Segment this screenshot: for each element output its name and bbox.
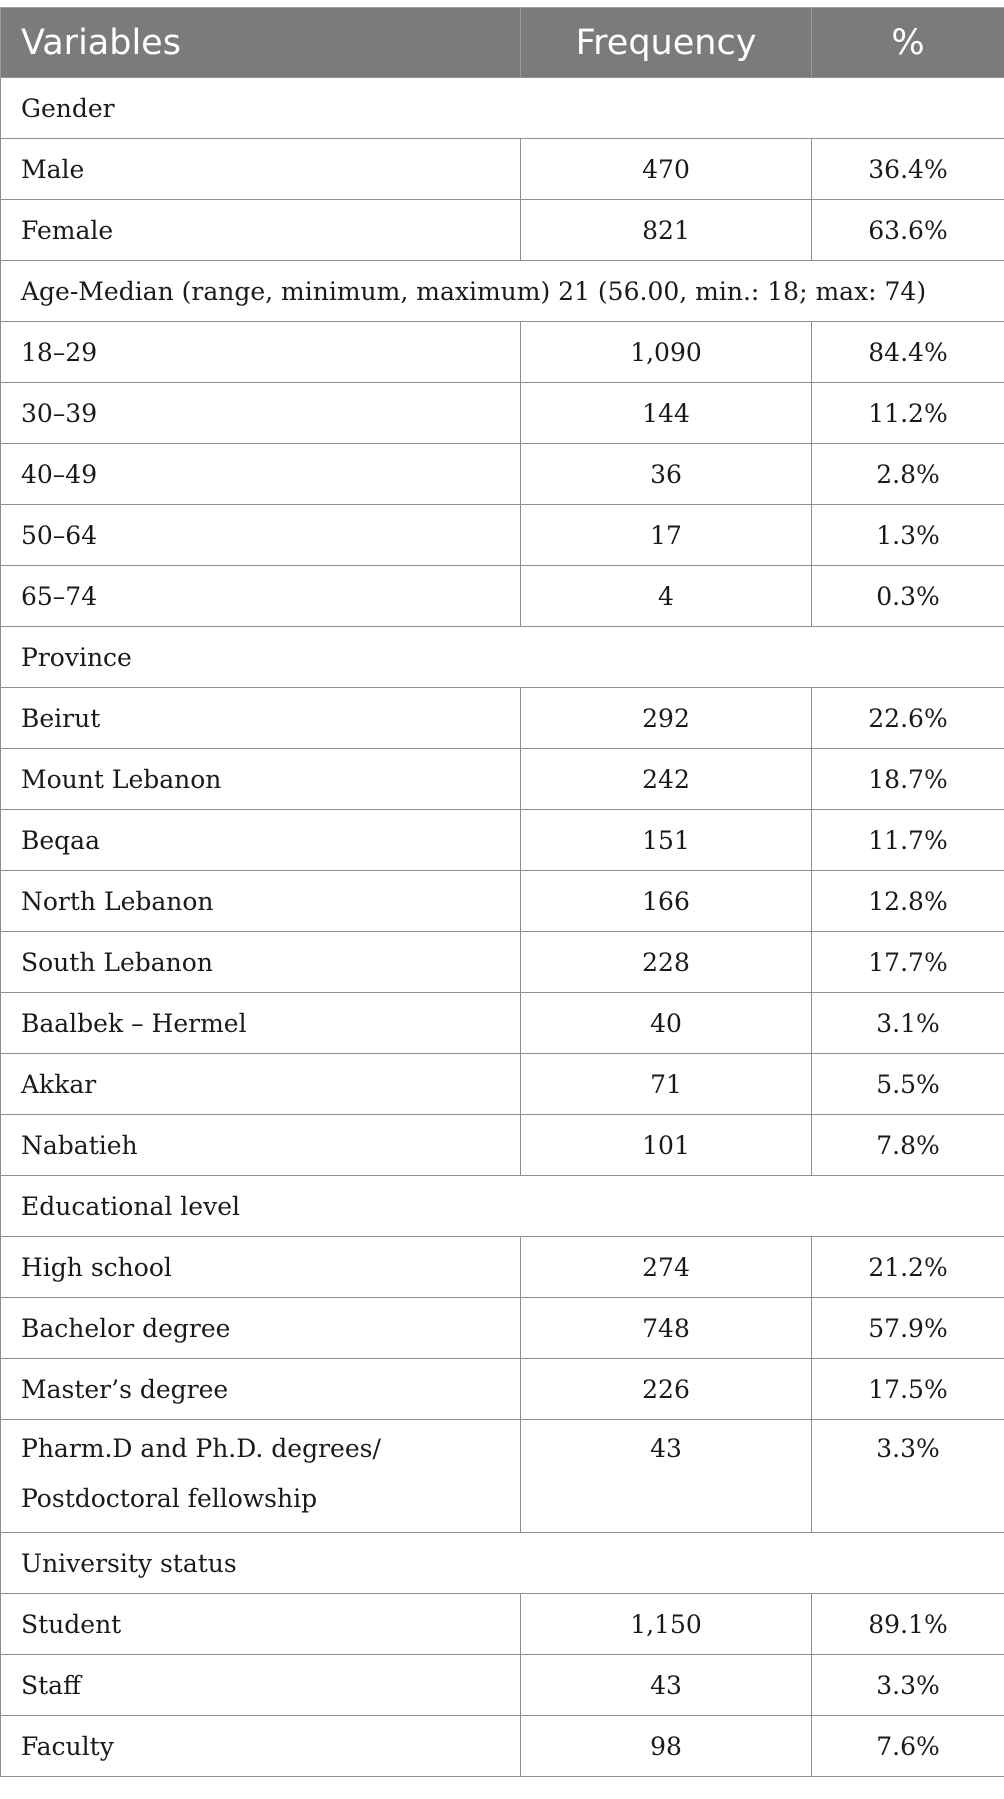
row-label [1, 1420, 521, 1533]
demographics-table [0, 7, 1004, 1777]
row-frequency: 43 [521, 1655, 812, 1716]
table-row [1, 1054, 1004, 1115]
section-row [1, 78, 1004, 139]
row-label: Male [1, 139, 521, 200]
section-row [1, 261, 1004, 322]
row-label: Mount Lebanon [1, 749, 521, 810]
table-header [1, 8, 1004, 78]
row-percent: 84.4% [812, 322, 1004, 383]
row-label: South Lebanon [1, 932, 521, 993]
table-row [1, 810, 1004, 871]
section-row [1, 1533, 1004, 1594]
table-row [1, 1655, 1004, 1716]
row-frequency: 144 [521, 383, 812, 444]
row-label: 65–74 [1, 566, 521, 627]
table-row [1, 505, 1004, 566]
row-percent: 3.3% [812, 1655, 1004, 1716]
header-percent: % [812, 8, 1004, 78]
row-percent: 3.3% [812, 1420, 1004, 1533]
row-percent: 11.7% [812, 810, 1004, 871]
table-row [1, 1420, 1004, 1533]
section-row [1, 627, 1004, 688]
row-percent: 36.4% [812, 139, 1004, 200]
row-frequency: 1,150 [521, 1594, 812, 1655]
table-row [1, 139, 1004, 200]
row-percent: 17.5% [812, 1359, 1004, 1420]
row-percent: 89.1% [812, 1594, 1004, 1655]
row-label: 50–64 [1, 505, 521, 566]
row-label-line: Postdoctoral fellowship [21, 1484, 318, 1513]
row-label: 30–39 [1, 383, 521, 444]
row-label: North Lebanon [1, 871, 521, 932]
row-label: High school [1, 1237, 521, 1298]
table-row [1, 566, 1004, 627]
row-frequency: 71 [521, 1054, 812, 1115]
row-label: Nabatieh [1, 1115, 521, 1176]
row-label: Staff [1, 1655, 521, 1716]
row-frequency: 821 [521, 200, 812, 261]
table-row [1, 1359, 1004, 1420]
section-label: University status [1, 1533, 1004, 1594]
section-row [1, 1176, 1004, 1237]
row-percent: 0.3% [812, 566, 1004, 627]
row-percent: 7.6% [812, 1716, 1004, 1777]
row-label: Bachelor degree [1, 1298, 521, 1359]
row-percent: 57.9% [812, 1298, 1004, 1359]
table-row [1, 1594, 1004, 1655]
row-percent: 12.8% [812, 871, 1004, 932]
row-frequency: 17 [521, 505, 812, 566]
row-frequency: 228 [521, 932, 812, 993]
table-body [1, 78, 1004, 1777]
row-label: 18–29 [1, 322, 521, 383]
row-label: Beirut [1, 688, 521, 749]
demographics-table-container [0, 7, 1004, 1777]
row-frequency: 748 [521, 1298, 812, 1359]
row-label: Baalbek – Hermel [1, 993, 521, 1054]
row-label: Master’s degree [1, 1359, 521, 1420]
table-row [1, 1298, 1004, 1359]
table-row [1, 322, 1004, 383]
table-row [1, 383, 1004, 444]
section-label: Province [1, 627, 1004, 688]
table-row [1, 871, 1004, 932]
row-frequency: 166 [521, 871, 812, 932]
table-row [1, 444, 1004, 505]
row-frequency: 470 [521, 139, 812, 200]
row-label: Female [1, 200, 521, 261]
row-percent: 5.5% [812, 1054, 1004, 1115]
row-label: Faculty [1, 1716, 521, 1777]
row-frequency: 101 [521, 1115, 812, 1176]
row-percent: 7.8% [812, 1115, 1004, 1176]
table-row [1, 200, 1004, 261]
row-label-line: Pharm.D and Ph.D. degrees/ [21, 1434, 381, 1463]
row-percent: 21.2% [812, 1237, 1004, 1298]
section-label: Age-Median (range, minimum, maximum) 21 (56.00, min.: 18; max: 74) [1, 261, 1004, 322]
row-percent: 3.1% [812, 993, 1004, 1054]
row-frequency: 36 [521, 444, 812, 505]
row-frequency: 4 [521, 566, 812, 627]
header-frequency: Frequency [521, 8, 812, 78]
row-frequency: 1,090 [521, 322, 812, 383]
row-label: Akkar [1, 1054, 521, 1115]
table-row [1, 1237, 1004, 1298]
table-row [1, 993, 1004, 1054]
row-label: Beqaa [1, 810, 521, 871]
row-frequency: 242 [521, 749, 812, 810]
table-row [1, 749, 1004, 810]
row-frequency: 151 [521, 810, 812, 871]
row-frequency: 226 [521, 1359, 812, 1420]
row-percent: 11.2% [812, 383, 1004, 444]
row-frequency: 40 [521, 993, 812, 1054]
header-row [1, 8, 1004, 78]
header-variables: Variables [1, 8, 521, 78]
table-row [1, 688, 1004, 749]
row-label: 40–49 [1, 444, 521, 505]
row-percent: 17.7% [812, 932, 1004, 993]
section-label: Gender [1, 78, 1004, 139]
row-percent: 1.3% [812, 505, 1004, 566]
table-row [1, 1115, 1004, 1176]
row-percent: 22.6% [812, 688, 1004, 749]
row-percent: 18.7% [812, 749, 1004, 810]
table-row [1, 1716, 1004, 1777]
row-percent: 2.8% [812, 444, 1004, 505]
row-label: Student [1, 1594, 521, 1655]
row-frequency: 43 [521, 1420, 812, 1533]
row-frequency: 292 [521, 688, 812, 749]
section-label: Educational level [1, 1176, 1004, 1237]
row-frequency: 98 [521, 1716, 812, 1777]
table-row [1, 932, 1004, 993]
row-frequency: 274 [521, 1237, 812, 1298]
row-percent: 63.6% [812, 200, 1004, 261]
